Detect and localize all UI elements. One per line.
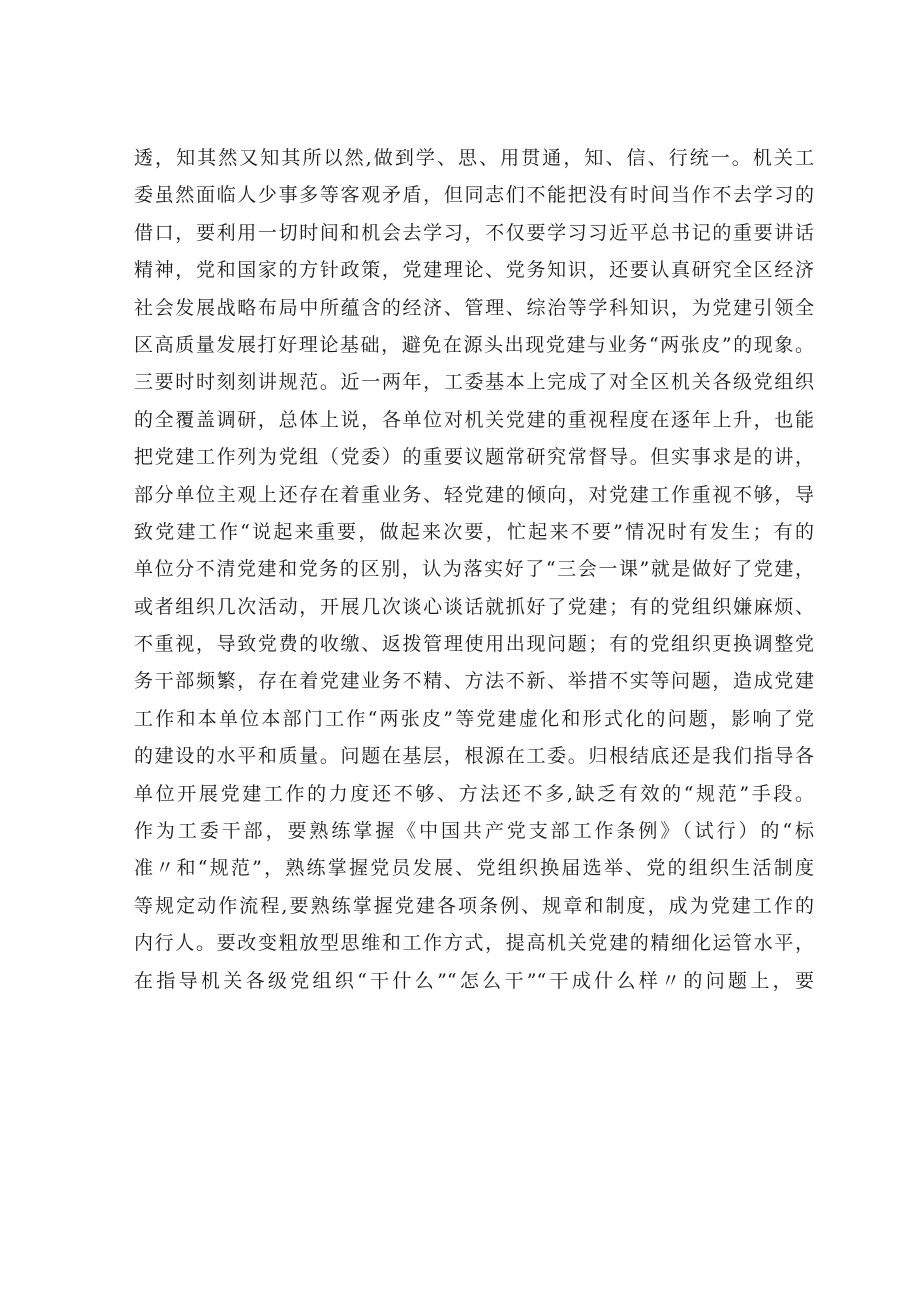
text-line-6: 区高质量发展打好理论基础，避免在源头出现党建与业务“两张皮”的现象。 [134,333,814,356]
text-line-16: 工作和本单位本部门工作“两张皮”等党建虚化和形式化的问题，影响了党 [134,707,814,730]
text-line-12: 单位分不清党建和党务的区别，认为落实好了“三会一课”就是做好了党建， [134,558,814,581]
text-line-23: 在指导机关各级党组织“干什么”“怎么干”“干成什么样〃的问题上，要 [134,969,814,992]
text-line-19: 作为工委干部，要熟练掌握《中国共产党支部工作条例》（试行）的“标 [134,820,814,843]
text-line-4: 精神，党和国家的方针政策，党建理论、党务知识，还要认真研究全区经济 [134,259,814,282]
text-line-9: 把党建工作列为党组（党委）的重要议题常研究常督导。但实事求是的讲， [134,446,814,469]
text-line-2: 委虽然面临人少事多等客观矛盾，但同志们不能把没有时间当作不去学习的 [134,184,814,207]
text-line-7: 三要时时刻刻讲规范。近一两年，工委基本上完成了对全区机关各级党组织 [134,371,814,394]
text-line-8: 的全覆盖调研，总体上说，各单位对机关党建的重视程度在逐年上升，也能 [134,408,814,431]
text-line-18: 单位开展党建工作的力度还不够、方法还不多,缺乏有效的“规范”手段。 [134,782,814,805]
text-line-10: 部分单位主观上还存在着重业务、轻党建的倾向，对党建工作重视不够，导 [134,483,814,506]
text-line-1: 透，知其然又知其所以然,做到学、思、用贯通，知、信、行统一。机关工 [134,147,814,169]
text-line-3: 借口，要利用一切时间和机会去学习，不仅要学习习近平总书记的重要讲话 [134,221,814,244]
text-line-21: 等规定动作流程,要熟练掌握党建各项条例、规章和制度，成为党建工作的 [134,894,814,917]
body-text [134,140,814,1000]
text-line-20: 准〃和“规范”，熟练掌握党员发展、党组织换届选举、党的组织生活制度 [134,857,814,880]
text-line-5: 社会发展战略布局中所蕴含的经济、管理、综治等学科知识，为党建引领全 [134,296,814,319]
text-line-11: 致党建工作“说起来重要，做起来次要，忙起来不要”情况时有发生；有的 [134,520,814,543]
text-line-17: 的建设的水平和质量。问题在基层，根源在工委。归根结底还是我们指导各 [134,745,814,768]
text-line-13: 或者组织几次活动，开展几次谈心谈话就抓好了党建；有的党组织嫌麻烦、 [134,595,814,618]
text-line-15: 务干部频繁，存在着党建业务不精、方法不新、举措不实等问题，造成党建 [134,670,814,693]
text-line-14: 不重视，导致党费的收缴、返拨管理使用出现问题；有的党组织更换调整党 [134,633,814,656]
text-line-22: 内行人。要改变粗放型思维和工作方式，提高机关党建的精细化运管水平， [134,932,814,955]
